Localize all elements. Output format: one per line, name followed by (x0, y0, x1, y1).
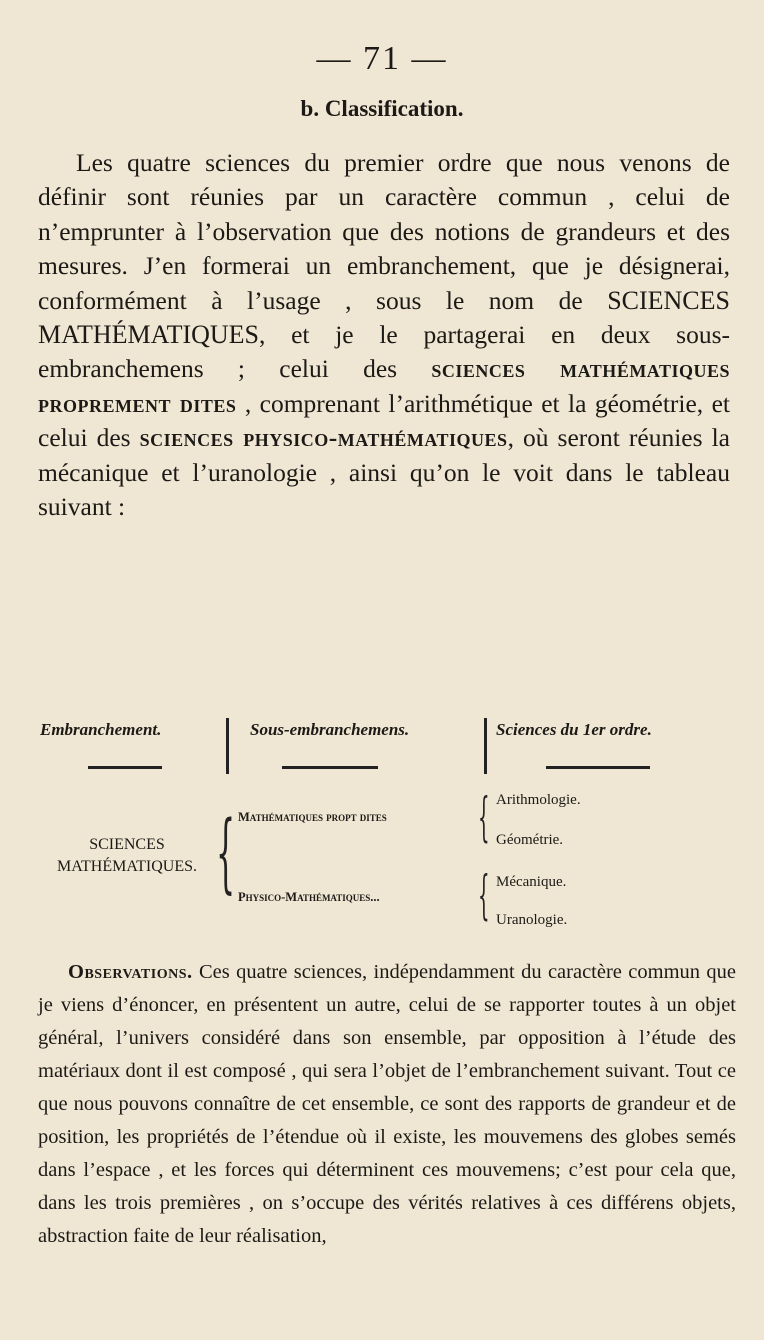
tree-root-line: MATHÉMATIQUES. (57, 858, 197, 875)
paragraph-text: , et je le partagerai en deux sous-embranchemens ; celui des (38, 320, 730, 384)
observations-paragraph (38, 956, 736, 1253)
tree-root (34, 834, 220, 878)
header-rule (88, 766, 162, 769)
paragraph-text: , où seront réunies la mécanique et l’uranologie , ainsi qu’on le voit dans le tableau suivant : (38, 423, 730, 522)
column-divider (226, 718, 229, 774)
paragraph-text: Les quatre sciences du premier ordre que nous venons de définir sont réunies par un caractère commun , celui de n’emprunter à l’observation que des notions de grandeurs et des mesures. J’en formerai un embranchement, que je désignerai, conformément à l’usage , sous le nom de (38, 148, 730, 315)
tree-root-line: SCIENCES (89, 836, 165, 853)
brace-icon: { (216, 803, 236, 903)
leaf-uranologie: Uranologie. (496, 912, 568, 928)
header-embranchement: Embranchement. (40, 720, 162, 739)
leaf-arithmologie: Arithmologie. (496, 792, 581, 808)
main-paragraph (38, 146, 730, 524)
leaf-mecanique: Mécanique. (496, 874, 567, 890)
term-sciences-mathematiques: SCIENCES MATHÉMATIQUES (38, 285, 730, 350)
header-sciences-premier-ordre: Sciences du 1er ordre. (496, 720, 652, 739)
observations-label: Observations. (68, 961, 193, 983)
column-divider (484, 718, 487, 774)
header-rule (546, 766, 650, 769)
header-sous-embranchemens: Sous-embranchemens. (250, 720, 410, 739)
term-sciences-math-propres: sciences mathématiques proprement dites (38, 354, 730, 418)
brace-icon: { (478, 788, 490, 848)
observations-text: Ces quatre sciences, indépendamment du caractère commun que je viens d’énoncer, en présentent un autre, celui de se rapporter toutes à un objet général, l’univers considéré dans son ensemble, par opposition à l’étude des matériaux dont il est composé , qui sera l’objet de l’embranchement suivant. Tout ce que nous pouvons connaître de cet ensemble, ce sont des rapports de grandeur et de position, les propriétés de l’étendue où il existe, les mouvemens des globes semés dans l’espace , et les forces qui déterminent ces mouvemens; c’est pour cela que, dans les trois premières , on s’occupe des vérités relatives à ces différens objets, abstraction faite de leur réalisation, (38, 961, 736, 1247)
sub-branch-physico-math: Physico-Mathématiques... (238, 890, 380, 904)
sub-branch-math-propres: Mathématiques propt dites (238, 810, 387, 824)
paragraph-text: , comprenant l’arithmétique et la géométrie, et celui des (38, 388, 730, 453)
header-rule (282, 766, 378, 769)
section-title: b. Classification. (300, 96, 464, 121)
classification-tree (30, 786, 730, 936)
classification-table-header (36, 718, 736, 778)
leaf-geometrie: Géométrie. (496, 832, 564, 848)
term-sciences-physico-math: sciences physico-mathématiques (139, 423, 508, 453)
brace-icon: { (478, 866, 490, 926)
page-number: — 71 — (316, 40, 448, 77)
